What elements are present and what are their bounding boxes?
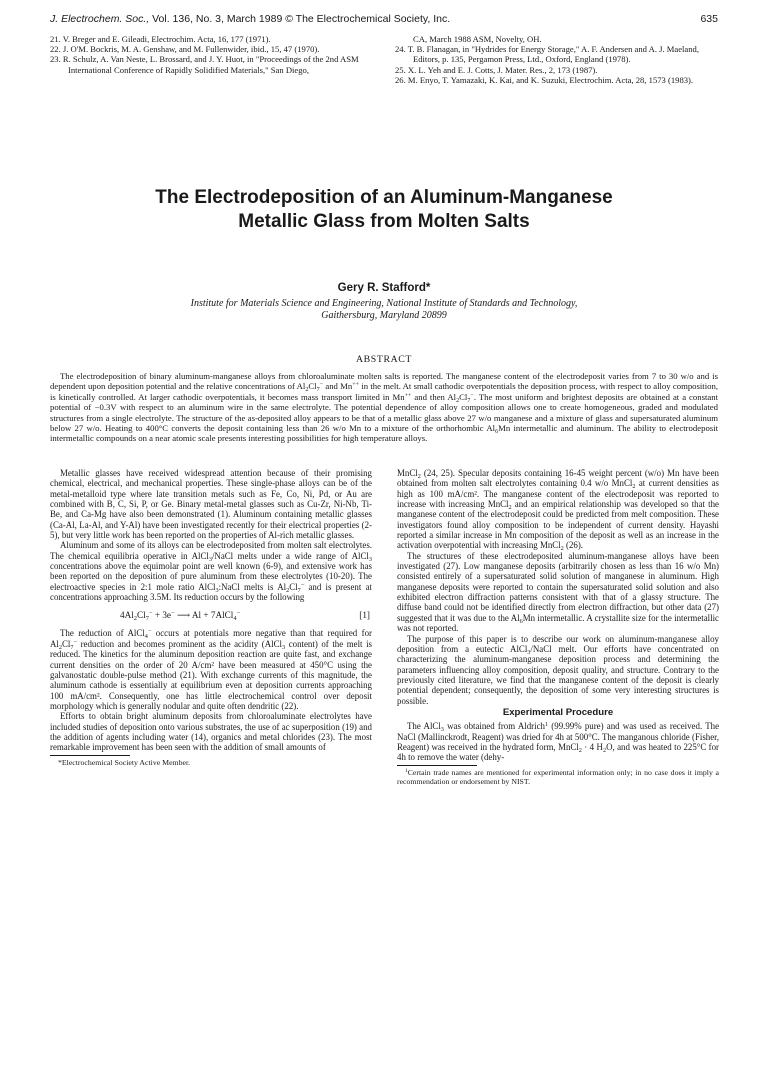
page-number: 635 [700, 13, 718, 25]
footnote-divider [50, 755, 130, 756]
running-header [50, 10, 718, 28]
paragraph: Metallic glasses have received widespread attention because of their promising chemical, electrical, and mechanical properties. These single-phase alloys can be of the metal-metalloid type where late transition metals such as Fe, Co, Ni, Pd, or Au are combined with B, C, Si, P, or Ge. Binary metal-metal glasses such as Cu-Zr, Ni-Nb, Ti-Be, and Ca-Mg have also been demonstrated (1). Aluminum containing metallic glasses (Ca-Al, La-Al, and Y-Al) have been investigated recently for their electrical properties (2-5), but very little work has been reported on the properties of Al-rich metallic glasses. [50, 468, 372, 541]
section-heading-experimental: Experimental Procedure [502, 706, 614, 718]
paragraph: The purpose of this paper is to describe our work on aluminum-manganese alloy deposition from a eutectic AlCl$_3$/NaCl melt. Our efforts have concentrated on characterizing the aluminum-manganese deposition process and determining the parameters influencing alloy composition, deposit quality, and structure. Contrary to the previously cited literature, we find that the manganese content of the deposit is clearly potential dependent; consequently, the deposition of some very interesting structures is possible. [397, 633, 719, 706]
paragraph: Efforts to obtain bright aluminum deposits from chloroaluminate electrolytes have included studies of deposition onto various substrates, the use of ac superposition (19) and the addition of agents including water (14), organics and metal chlorides (23). The most remarkable improvement has been seen with the addition of small amounts of [50, 711, 372, 753]
reference-item: 22. J. O'M. Bockris, M. A. Genshaw, and M. Fullenwider, ibid., 15, 47 (1970). [50, 44, 320, 55]
trade-name-footnote: $^1$Certain trade names are mentioned for experimental information only; in no case does it imply a recommendation or endorsement by NIST. [397, 767, 719, 786]
paragraph: MnCl$_2$ (24, 25). Specular deposits containing 16-45 weight percent (w/o) Mn have been obtained from molten salt electrolytes containing 0.4 w/o MnCl$_2$ at current densities as high as 100 mA/cm². The manganese content of the electrodeposit was reported to increase with increasing MnCl$_2$ and an empirical relationship was developed so that the manganese content of the electrodeposit could be predicted from melt composition. These investigators found alloy composition to be independent of current density. Hayashi reported a similar increase in Mn composition of the deposit as well as an increase in the activation overpotential with increasing MnCl$_2$ (26). [397, 468, 719, 553]
paragraph: Aluminum and some of its alloys can be electrodeposited from molten salt electrolytes. The chemical equilibria operative in AlCl$_3$/NaCl melts under a wide range of AlCl$_3$ concentrations above the equimolar point are well known (6-9), and extensive work has been reported on the deposition of pure aluminum from these electrolytes (10-20). The electroactive species in 2:1 mole ratio AlCl$_3$:NaCl melts is $Al_2Cl_7^-$ and is present at concentrations approaching 3.5M. Its reduction occurs by the following [50, 540, 372, 603]
reference-item: CA, March 1988 ASM, Novelty, OH. [413, 34, 542, 44]
body-right-column [397, 468, 719, 786]
reference-item: 23. R. Schulz, A. Van Neste, L. Brossard, and J. Y. Huot, in "Proceedings of the 2nd ASM International Conference of Rapidly Solidified Materials," San Diego, [50, 54, 359, 75]
reference-item: 24. T. B. Flanagan, in "Hydrides for Energy Storage," A. F. Andersen and A. J. Maeland, Editors, p. 135, Pergamon Press, Ltd., Oxford, England (1978). [395, 44, 699, 65]
journal-citation [50, 10, 450, 28]
equation-expression: $4Al_2Cl_7^- + 3e^-$ ⟶ Al + 7AlCl$_4$− [120, 610, 241, 623]
journal-name: J. Electrochem. Soc., [50, 13, 150, 25]
paragraph: The AlCl$_3$ was obtained from Aldrich$^1$ (99.99% pure) and was used as received. The NaCl (Mallinckrodt, Reagent) was dried for 4h at 500°C. The manganous chloride (Fisher, Reagent) was received in the hydrated form, MnCl$_2$ · 4 $H_2O$, and was heated to 225°C for 4h to remove the water (dehy- [397, 721, 720, 763]
body-left-column [50, 468, 372, 767]
references-left-column [50, 34, 370, 75]
abstract-text: The electrodeposition of binary aluminum-manganese alloys from chloroaluminate molten salts is reported. The manganese content of the electrodeposit varies from 7 to 30 w/o and is dependent upon deposition potential and the relative concentrations of $Al_2Cl_7^-$ and Mn++ in the melt. At small cathodic overpotentials the deposition process, with respect to alloy composition, is kinetically controlled. At larger cathodic overpotentials, it becomes mass transport limited in Mn++ and then $Al_2Cl_7^-$. The most uniform and brightest deposits are obtained at a constant potential of −0.3V with respect to an aluminum wire in the same electrolyte. The potential dependence of alloy composition allows one to create homogeneous, graded and modulated structures from a single electrolyte. The structure of the as-deposited alloy appears to be that of a metallic glass above 27 w/o manganese and a mixture of glass and supersaturated aluminum below 27 w/o. Heating to 400°C converts the deposit containing less than 26 w/o Mn to a mixture of the orthorhombic $Al_6Mn$ intermetallic and aluminum. The ability to electrodeposit intermetallic compounds on a near atomic scale presents interesting possibilities for high temperature alloys. [50, 371, 718, 444]
footnote-divider [397, 765, 477, 766]
reference-item: 26. M. Enyo, T. Yamazaki, K. Kai, and K. Suzuki, Electrochim. Acta, 28, 1573 (1983). [395, 74, 694, 85]
references-continued [50, 34, 718, 154]
author-name: Gery R. Stafford* [337, 282, 431, 294]
paragraph: The structures of these electrodeposited aluminum-manganese alloys have been investigated (27). Low manganese deposits (arbitrarily chosen as less than 16 w/o Mn) consisted entirely of a supersaturated solid solution of manganese in aluminum. High manganese deposits were reported to contain the supersaturated solid solution and also exhibited electron diffraction patterns consistent with that of a glassy structure. The diffuse band could not be identified directly from electron diffraction, but other data (27) suggested that it was due to the $Al_6Mn$ intermetallic. A crystallite size for the intermetallic was not reported. [397, 550, 719, 634]
reference-item: 21. V. Breger and E. Gileadi, Electrochim. Acta, 16, 177 (1971). [50, 34, 271, 44]
author-footnote: *Electrochemical Society Active Member. [58, 757, 191, 767]
article-title: The Electrodeposition of an Aluminum-Manganese Metallic Glass from Molten Salts [155, 187, 613, 232]
references-right-column [395, 34, 715, 85]
abstract-heading: ABSTRACT [356, 354, 412, 365]
equation-number: [1] [359, 610, 370, 621]
paragraph: The reduction of AlCl$_4$− occurs at potentials more negative than that required for $Al_2Cl_7^-$ reduction and becomes prominent as the acidity (AlCl$_3$ content) of the melt is reduced. The kinetics for the aluminum deposition reaction are quite fast, and exchange current densities on the order of 20 A/cm² have been measured at 450°C using the galvanostatic double-pulse method (21). With exchange currents of this magnitude, the aluminum cathode is essentially at equilibrium even at deposition currents approaching 100 mA/cm². Consequently, one has little electrochemical control over deposit morphology which is generally nodular and quite often dendritic (22). [50, 628, 372, 711]
equation-1 [50, 608, 372, 624]
author-affiliation: Institute for Materials Science and Engineering, National Institute of Standards and Technology, Gaithersburg, Maryland 20899 [190, 298, 578, 321]
reference-item: 25. X. L. Yeh and E. J. Cotts, J. Mater. Res., 2, 173 (1987). [395, 64, 598, 75]
journal-issue: Vol. 136, No. 3, March 1989 © The Electrochemical Society, Inc. [149, 13, 451, 25]
